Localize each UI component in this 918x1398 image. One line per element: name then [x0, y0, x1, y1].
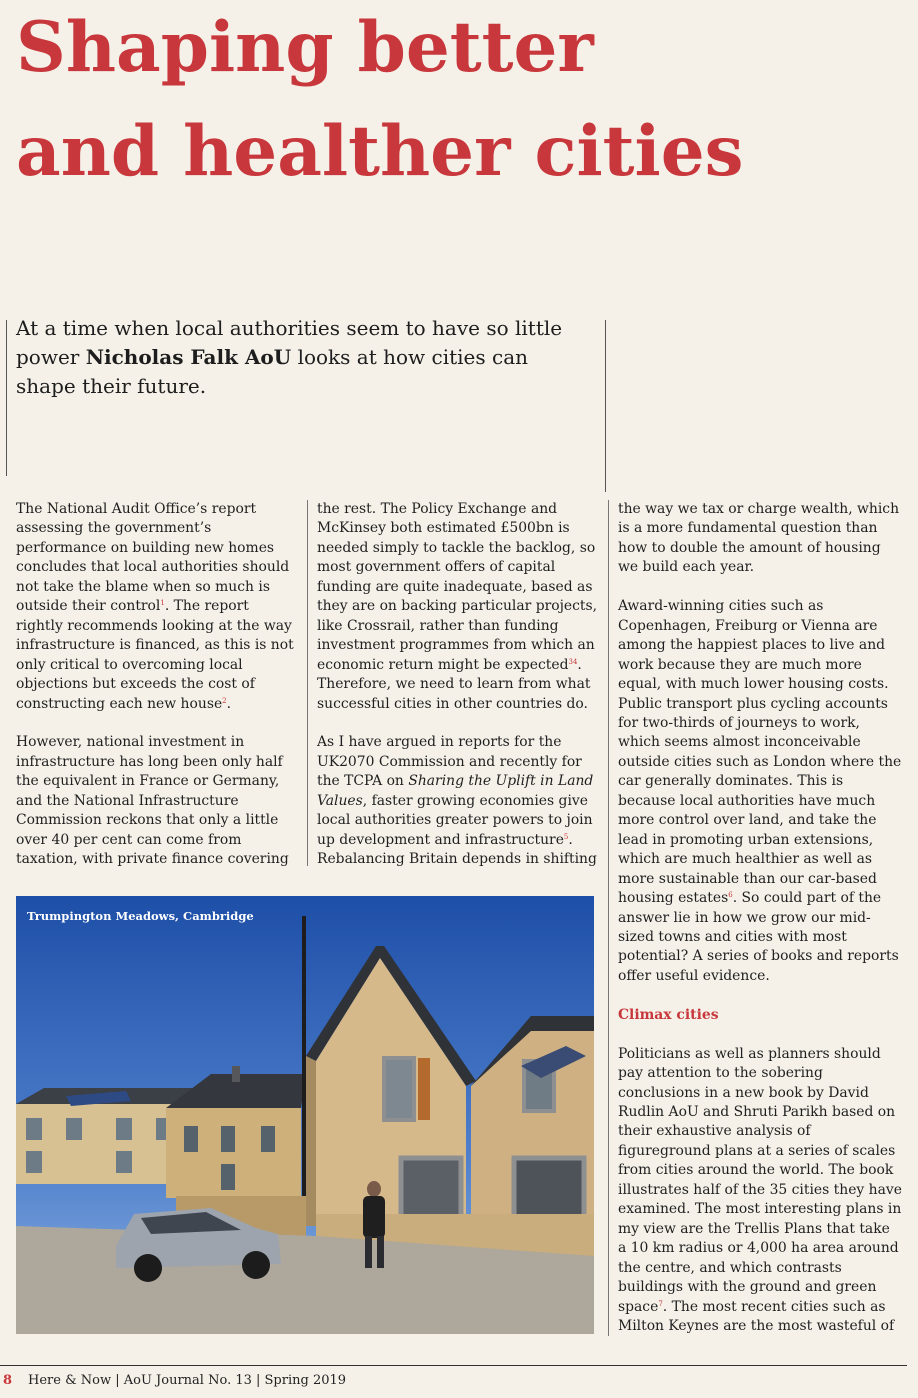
housing-photo [16, 896, 594, 1334]
paragraph [317, 733, 602, 869]
paragraph-text: As I have argued in reports for the UK2070 Commission and recently for the TCPA on [317, 734, 582, 790]
paragraph-text: . The most recent cities such as Milton Keynes are the most wasteful of [618, 1298, 895, 1334]
paragraph-text: Politicians as well as planners should pay attention to the sobering conclusions in a new book by David Rudlin AoU and Shruti Parikh based on their exhaustive analysis of figureground plans at a series of scales from cities around the world. The book illustrates half of the 35 cities they have examined. The most interesting plans in my view are the Trellis Plans that take a 10 km radius or 4,000 ha area around the centre, and which contrasts buildings with the ground and green space [618, 1045, 902, 1315]
standfirst-text-end: looks at how cities can shape their future. [16, 345, 529, 398]
paragraph-text: . [226, 695, 232, 712]
paragraph-text: . Rebalancing Britain depends in shifting [317, 831, 597, 868]
paragraph [16, 500, 299, 714]
author-name: Nicholas Falk AoU [85, 345, 292, 369]
page-number: 8 [3, 1373, 13, 1388]
footnote-ref[interactable]: 7 [658, 1299, 663, 1308]
footnote-ref[interactable]: 5 [563, 832, 569, 841]
headline [16, 0, 744, 204]
headline-line-1: Shaping better [16, 7, 594, 88]
paragraph-text: , faster growing economies give local authorities greater powers to join up development and infrastructure [317, 792, 593, 848]
standfirst-right-rule [605, 320, 606, 492]
footnote-ref[interactable]: 2 [222, 696, 227, 705]
paragraph [618, 1045, 902, 1337]
column-divider-2 [608, 500, 609, 1336]
photo-caption: Trumpington Meadows, Cambridge [27, 909, 254, 923]
paragraph-text: The National Audit Office’s report assessing the government’s performance on building new homes concludes that local authorities should not take the blame when so much is outside their control [16, 501, 290, 615]
body-column-3 [618, 500, 902, 1336]
report-title: Sharing the Uplift in Land Values [317, 773, 594, 809]
standfirst-text: At a time when local authorities seem to have so little power [16, 316, 563, 369]
body-column-1 [16, 500, 299, 870]
footnote-ref[interactable]: 34 [568, 657, 578, 666]
footnote-ref[interactable]: 1 [160, 599, 165, 608]
headline-line-2: and healther cities [16, 111, 744, 192]
column-divider-1 [307, 500, 308, 866]
paragraph-text: the rest. The Policy Exchange and McKinsey both estimated £500bn is needed simply to tackle the backlog, so most government offers of capital funding are quite inadequate, based as they are on backing particular projects, like Crossrail, rather than funding investment programmes from which an economic return might be expected [317, 501, 598, 673]
footer-rule [0, 1365, 907, 1366]
journal-info: Here & Now | AoU Journal No. 13 | Spring 2019 [28, 1373, 347, 1388]
paragraph [618, 597, 902, 986]
paragraph: the way we tax or charge wealth, which is a more fundamental question than how to double the amount of housing we build each year. [618, 501, 900, 576]
paragraph-text: Award-winning cities such as Copenhagen, Freiburg or Vienna are among the happiest places to live and work because they are much more equal, with much lower housing costs. Public transport plus cycling accounts for two-thirds of journeys to work, which seems almost inconceivable outside cities such as London where the car generally dominates. This is because local authorities have much more control over land, and take the lead in promoting urban extensions, which are much healthier as well as more sustainable than our car-based housing estates [618, 598, 902, 907]
paragraph [317, 500, 602, 714]
housing-photo-illustration [16, 896, 594, 1334]
footnote-ref[interactable]: 6 [728, 891, 733, 900]
section-subhead: Climax cities [618, 1006, 719, 1023]
standfirst-left-rule [6, 320, 7, 476]
paragraph-text: . Therefore, we need to learn from what successful cities in other countries do. [317, 656, 591, 712]
body-column-2 [317, 500, 602, 870]
standfirst [16, 314, 591, 401]
paragraph-text: . So could part of the answer lie in how we grow our mid-sized towns and cities with most potential? A series of books and reports offer useful evidence. [618, 890, 899, 984]
paragraph: However, national investment in infrastructure has long been only half the equivalent in France or Germany, and the National Infrastructure Commission reckons that only a little over 40 per cent can come from taxation, with private finance covering [16, 734, 289, 868]
paragraph-text: . The report rightly recommends looking at the way infrastructure is financed, as this is not only critical to overcoming local objections but exceeds the cost of constructing each new house [16, 598, 294, 712]
